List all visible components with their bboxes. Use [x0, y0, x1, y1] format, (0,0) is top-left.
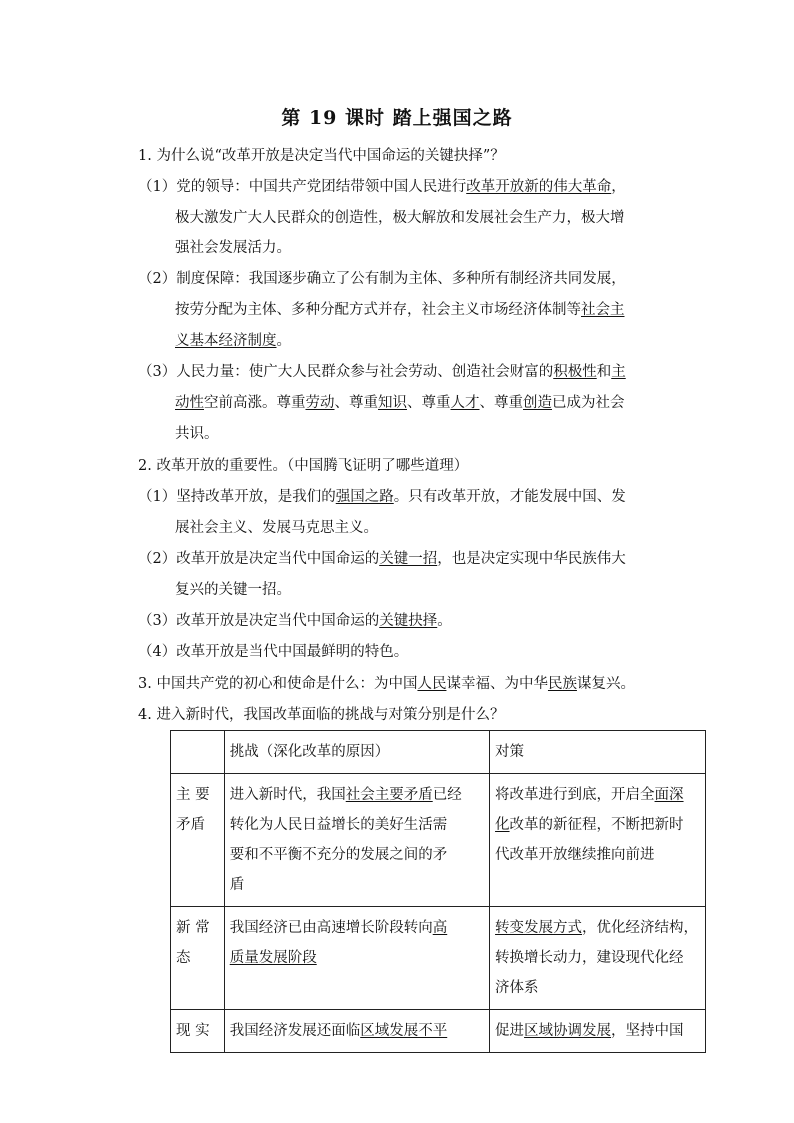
header-cell-challenge: 挑战（深化改革的原因） [224, 731, 489, 774]
cell-line: 要和不平衡不充分的发展之间的矛 [229, 847, 448, 863]
cell-line [495, 780, 700, 810]
q1-point-2-line-3 [175, 331, 291, 351]
q2-point-3-text: （3）改革开放是决定当代中国命运的 [138, 613, 380, 629]
q1-point-3-sep-2: 、尊重 [407, 395, 451, 411]
q1-point-1-line-1 [138, 177, 626, 197]
q1-point-3-line-1 [138, 362, 626, 382]
q1-point-3-line-3: 共识。 [175, 426, 219, 442]
cell-underlined: 转变发展方式 [495, 920, 583, 936]
q1-point-2-underlined: 社会主 [581, 302, 625, 318]
q1-point-3-underlined-b-cont: 动性 [175, 395, 204, 411]
q1-point-3-sep-1: 、尊重 [334, 395, 378, 411]
cell-line: 转化为人民日益增长的美好生活需 [229, 817, 448, 833]
q2-point-2-line-2: 复兴的关键一招。 [175, 582, 291, 598]
cell-line: 转换增长动力，建设现代化经 [495, 950, 684, 966]
q1-point-2-text: 按劳分配为主体、多种分配方式并存，社会主义市场经济体制等 [175, 302, 581, 318]
q1-point-3-underlined-b: 主 [611, 364, 626, 380]
q2-point-1-post: 。只有改革开放，才能发展中国、发 [393, 489, 626, 505]
q1-point-1-underlined: 改革开放新的伟大革命 [466, 179, 612, 195]
q2-point-3-underlined: 关键抉择 [379, 613, 438, 629]
q1-point-2-line-1: （2）制度保障：我国逐步确立了公有制为主体、多种所有制经济共同发展， [138, 271, 626, 287]
q2-point-2-post: ，也是决定实现中华民族伟大 [437, 551, 626, 567]
q1-point-1-line-2: 极大激发广大人民群众的创造性，极大解放和发展社会生产力，极大增 [175, 210, 625, 226]
q2-point-1-line-2: 展社会主义、发展马克思主义。 [175, 520, 378, 536]
row-label-reality [171, 1010, 225, 1053]
q1-point-3-underlined-d: 知识 [378, 395, 407, 411]
cell-line [495, 1016, 700, 1046]
q2-point-1-line-1 [138, 487, 626, 507]
cell-line [230, 1016, 484, 1046]
q1-point-3-underlined-f: 创造 [523, 395, 552, 411]
q1-point-3-line-2 [175, 393, 625, 413]
header-cell-strategy: 对策 [490, 731, 706, 774]
q2-point-1-text: （1）坚持改革开放，是我们的 [138, 489, 336, 505]
cell-underlined: 面深 [654, 787, 684, 803]
q1-point-2-underlined-cont: 义基本经济制度 [175, 333, 277, 349]
strategy-cell [490, 907, 706, 1010]
row-label-main-contradiction [171, 774, 225, 907]
q2-point-4: （4）改革开放是当代中国最鲜明的特色。 [138, 644, 409, 660]
table-row [171, 774, 706, 907]
q2-point-2-line-1 [138, 549, 626, 569]
q1-point-2-end: 。 [276, 333, 291, 349]
question-3 [138, 674, 635, 694]
cell-text-post: ，坚持中国 [611, 1023, 684, 1039]
challenge-cell [224, 774, 489, 907]
cell-text-post: 改革的新征程，不断把新时 [509, 817, 684, 833]
q3-mid: 谋幸福、为中华 [446, 676, 548, 692]
q3-underlined-1: 人民 [417, 676, 447, 692]
q3-post: 谋复兴。 [576, 676, 635, 692]
cell-line [230, 913, 484, 943]
row-label-line-2: 态 [176, 950, 191, 966]
cell-underlined: 区域发展不平 [360, 1023, 448, 1039]
q1-point-3-end: 已成为社会 [552, 395, 625, 411]
cell-line: 代改革开放继续推向前进 [495, 847, 655, 863]
question-2: 2. 改革开放的重要性。（中国腾飞证明了哪些道理） [138, 458, 469, 474]
cell-text: 进入新时代，我国 [229, 787, 346, 803]
question-4: 4. 进入新时代，我国改革面临的挑战与对策分别是什么？ [138, 707, 505, 723]
page-title: 第 19 课时 踏上强国之路 [281, 107, 513, 129]
q1-point-2-line-2 [175, 300, 625, 320]
cell-line [230, 780, 484, 810]
table-header-row [171, 731, 706, 774]
cell-underlined: 高 [432, 920, 448, 936]
q1-point-3-underlined-a: 积极性 [553, 364, 597, 380]
q1-point-1-end: ， [611, 179, 626, 195]
challenges-table [170, 730, 706, 1053]
cell-underlined: 质量发展阶段 [229, 950, 317, 966]
header-cell-empty [171, 731, 225, 774]
challenge-cell [224, 907, 489, 1010]
q3-underlined-2: 民族 [547, 676, 577, 692]
q1-point-3-text: （3）人民力量：使广大人民群众参与社会劳动、创造社会财富的 [138, 364, 554, 380]
q1-point-1-line-3: 强社会发展活力。 [175, 240, 291, 256]
cell-line: 盾 [229, 877, 245, 893]
cell-text: 促进 [495, 1023, 525, 1039]
q2-point-3-post: 。 [437, 613, 452, 629]
q1-point-1-text: （1）党的领导：中国共产党团结带领中国人民进行 [138, 179, 467, 195]
cell-line [230, 943, 484, 973]
question-1: 1. 为什么说“改革开放是决定当代中国命运的关键抉择”？ [138, 148, 505, 164]
cell-underlined: 社会主要矛盾 [345, 787, 433, 803]
table-row [171, 907, 706, 1010]
q1-point-3-sep-3: 、尊重 [479, 395, 523, 411]
cell-text-post: ，优化经济结构， [582, 920, 699, 936]
q2-point-3 [138, 611, 452, 631]
q1-point-3-underlined-e: 人才 [450, 395, 480, 411]
q2-point-2-text: （2）改革开放是决定当代中国命运的 [138, 551, 380, 567]
challenge-cell [224, 1010, 489, 1053]
cell-text-post: 已经 [432, 787, 462, 803]
q1-point-3-underlined-c: 劳动 [305, 395, 335, 411]
q1-point-3-text-2: 空前高涨。尊重 [204, 395, 306, 411]
q3-text: 3. 中国共产党的初心和使命是什么：为中国 [138, 676, 418, 692]
cell-line: 济体系 [495, 980, 539, 996]
q2-point-2-underlined: 关键一招 [379, 551, 438, 567]
row-label-line-2: 矛盾 [176, 817, 205, 833]
cell-underlined: 区域协调发展 [524, 1023, 612, 1039]
row-label-new-normal [171, 907, 225, 1010]
q1-point-3-mid: 和 [596, 364, 612, 380]
row-label-line-1: 新 常 [176, 920, 210, 936]
cell-text: 我国经济发展还面临 [229, 1023, 361, 1039]
row-label-line-1: 现 实 [176, 1023, 210, 1039]
strategy-cell [490, 1010, 706, 1053]
table-row [171, 1010, 706, 1053]
cell-text: 我国经济已由高速增长阶段转向 [229, 920, 433, 936]
cell-line [495, 913, 700, 943]
strategy-cell [490, 774, 706, 907]
cell-text: 将改革进行到底，开启全 [495, 787, 655, 803]
cell-underlined: 化 [495, 817, 510, 833]
q2-point-1-underlined: 强国之路 [335, 489, 394, 505]
row-label-line-1: 主 要 [176, 787, 210, 803]
cell-line [495, 810, 700, 840]
